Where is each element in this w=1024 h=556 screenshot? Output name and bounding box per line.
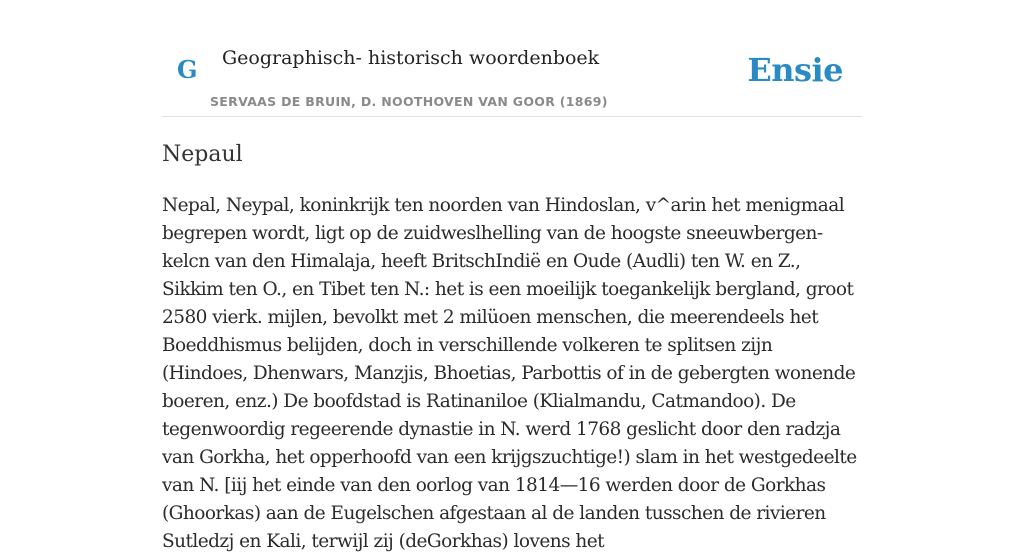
book-title-link[interactable]: Geographisch- historisch woordenboek bbox=[222, 47, 600, 69]
entry-title: Nepaul bbox=[162, 142, 243, 167]
book-header bbox=[162, 0, 862, 117]
book-letter-icon[interactable]: G bbox=[177, 55, 198, 84]
ensie-logo-link[interactable]: Ensie bbox=[747, 51, 843, 89]
entry-body: Nepal, Neypal, koninkrijk ten noorden van Hindoslan, v^arin het menigmaal begrepen wordt, ligt op de zuidweslhelling van de hoogste sneeuwbergen-kelcn van den Himalaja, heeft BritschIndië en Oude (Audli) ten W. en Z., Sikkim ten O., en Tibet ten N.: het is een moeilijk toegankelijk bergland, groot 2580 vierk. mijlen, bevolkt met 2 milüoen menschen, die meerendeels het Boeddhismus belijden, doch in verschillende volkeren te splitsen zijn (Hindoes, Dhenwars, Manzjis, Bhoetias, Parbottis of in de gebergten wonende boeren, enz.) De boofdstad is Ratinaniloe (Klialmandu, Catmandoo). De tegenwoordig regeerende dynastie in N. werd 1768 geslicht door den radzja van Gorkha, het opperhoofd van een krijgszuchtige!) slam in het westgedeelte van N. [iij het einde van den oorlog van 1814—16 werden door de Gorkhas (Ghoorkas) aan de Eugelschen afgestaan al de landen tusschen de rivieren Sutledzj en Kali, terwijl zij (deGorkhas) lovens het bbox=[162, 195, 857, 552]
book-author: SERVAAS DE BRUIN, D. NOOTHOVEN VAN GOOR (1869) bbox=[210, 94, 608, 109]
